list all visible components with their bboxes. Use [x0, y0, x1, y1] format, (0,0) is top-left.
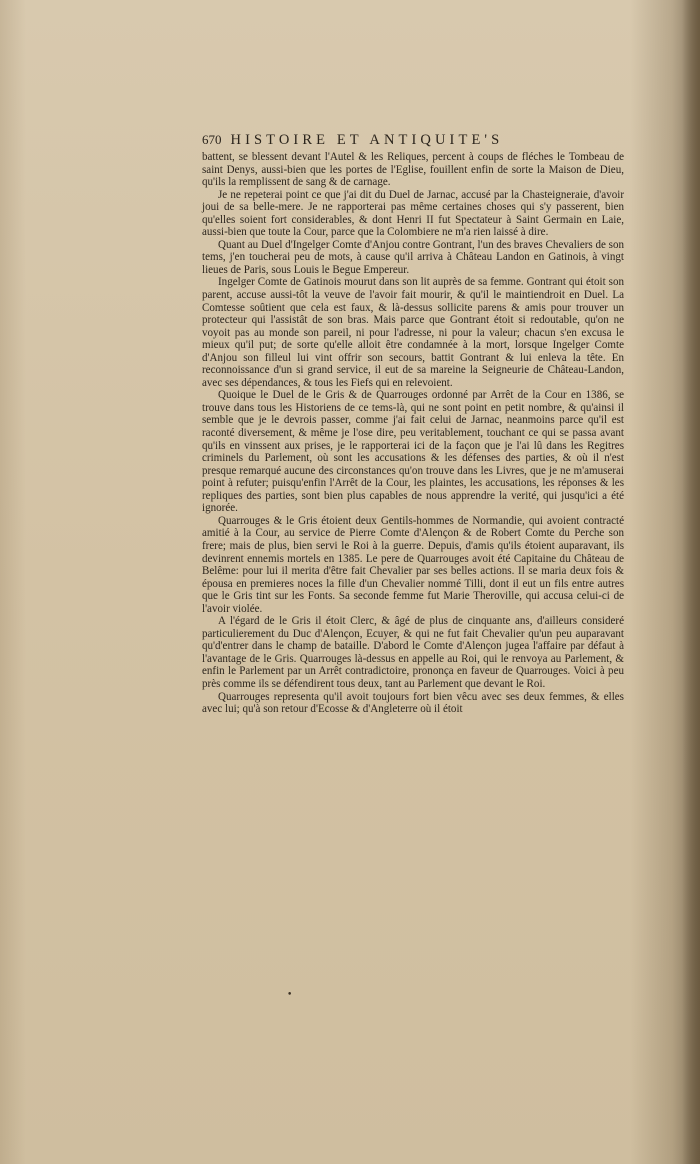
paragraph-3: Quant au Duel d'Ingelger Comte d'Anjou contre Gontrant, l'un des braves Chevaliers de son tems, j'en toucherai peu de mots, à cause qu'il arriva à Château Landon en Gatinois, à vingt lieues de Paris, sous Louis le Begue Empereur. [202, 238, 625, 276]
running-head-title: HISTOIRE ET ANTIQUITE'S [230, 132, 504, 148]
paragraph-4: Ingelger Comte de Gatinois mourut dans son lit auprès de sa femme. Gontrant qui étoit son parent, accuse aussi-tôt la veuve de l'avoir fait mourir, & qu'il le maintiendroit en Duel. La Comtesse soûtient que cela est faux, & là-dessus sollicite parens & amis pour trouver un protecteur qui l'assistât de son bras. Mais parce que Gontrant étoit si redoutable, qu'on ne voyoit pas au monde son pareil, ni pour l'adresse, ni pour la valeur; chacun s'en excusa le mieux qu'il put; de sorte qu'elle alloit être condamnée à la mort, lorsque Ingelger Comte d'Anjou son filleul lui vint offrir son secours, battit Gontrant & lui enleva la tête. En reconnoissance d'un si grand service, il eut de sa mareine la Seigneurie de Château-Landon, avec ses dépendances, & tous les Fiefs qui en relevoient. [202, 276, 624, 389]
text-block [202, 132, 624, 716]
running-head [202, 132, 624, 149]
paragraph-7: A l'égard de le Gris il étoit Clerc, & âgé de plus de cinquante ans, d'ailleurs consideré particulierement du Duc d'Alençon, Ecuyer, & qui ne fut fait Chevalier qu'un peu auparavant qu'd'entrer dans le champ de bataille. D'abord le Comte d'Alençon jugea l'affaire par défaut à l'avantage de le Gris. Quarrouges là-dessus en appelle au Roi, qui le renvoya au Parlement, & enfin le Parlement par un Arrêt contradictoire, prononça en faveur de Quarrouges. Voici à peu près comme ils se défendirent tous deux, tant au Parlement que devant le Roi. [202, 615, 624, 690]
paragraph-5: Quoique le Duel de le Gris & de Quarrouges ordonné par Arrêt de la Cour en 1386, se trouve dans tous les Historiens de ce tems-là, qui ne sont point en petit nombre, & qu'ainsi il semble que je le devrois passer, comme j'ai fait celui de Jarnac, neanmoins parce qu'il est raconté diversement, & même je l'ose dire, peu veritablement, touchant ce qui se passa avant qu'ils en vinssent aux prises, je le rapporterai ici de la façon que je l'ai lû dans les Regitres criminels du Parlement, où sont les accusations & les défenses des parties, & où il n'est presque remarqué aucune des circonstances qu'on trouve dans les Livres, que je ne m'amuserai point à refuter; puisqu'enfin l'Arrêt de la Cour, les plaintes, les accusations, les réponses & les repliques des parties, sont bien plus capables de nous apprendre la verité, qui jusqu'ici a été ignorée. [202, 389, 624, 515]
page-edge-shadow [682, 0, 700, 1164]
paragraph-8: Quarrouges representa qu'il avoit toujours fort bien vêcu avec ses deux femmes, & elles avec lui; qu'à son retour d'Ecosse & d'Angleterre où il étoit [202, 690, 624, 716]
page-number: 670 [202, 132, 222, 147]
paragraph-6: Quarrouges & le Gris étoient deux Gentils-hommes de Normandie, qui avoient contracté amitié à la Cour, au service de Pierre Comte d'Alençon & de Robert Comte du Perche son frere; mais de plus, bien servi le Roi à la guerre. Depuis, d'amis qu'ils étoient auparavant, ils devinrent ennemis mortels en 1385. Le pere de Quarrouges avoit été Capitaine du Château de Belême: pour lui il merita d'être fait Chevalier par ses belles actions. Il se maria deux fois & épousa en premieres noces la fille d'un Chevalier nommé Tilli, dont il eut un fils entre autres que le Gris tint sur les Fonts. Sa seconde femme fut Marie Theroville, qui accusa celui-ci de l'avoir violée. [202, 514, 624, 615]
ink-dot: • [287, 990, 293, 1000]
paragraph-2: Je ne repeterai point ce que j'ai dit du Duel de Jarnac, accusé par la Chasteigneraie, d'avoir joui de sa belle-mere. Je ne rapporterai pas même certaines choses qui s'y passerent, bien qu'elles soient fort considerables, & dont Henri II fut Spectateur à Saint Germain en Laie, aussi-bien que toute la Cour, parce que la Colombiere ne m'a rien laissé à dire. [202, 188, 624, 239]
paragraph-1: battent, se blessent devant l'Autel & les Reliques, percent à coups de fléches le Tombeau de saint Denys, aussi-bien que les portes de l'Eglise, fouillent enfin de sorte la Maison de Dieu, qu'ils la remplissent de sang & de carnage. [202, 151, 624, 189]
